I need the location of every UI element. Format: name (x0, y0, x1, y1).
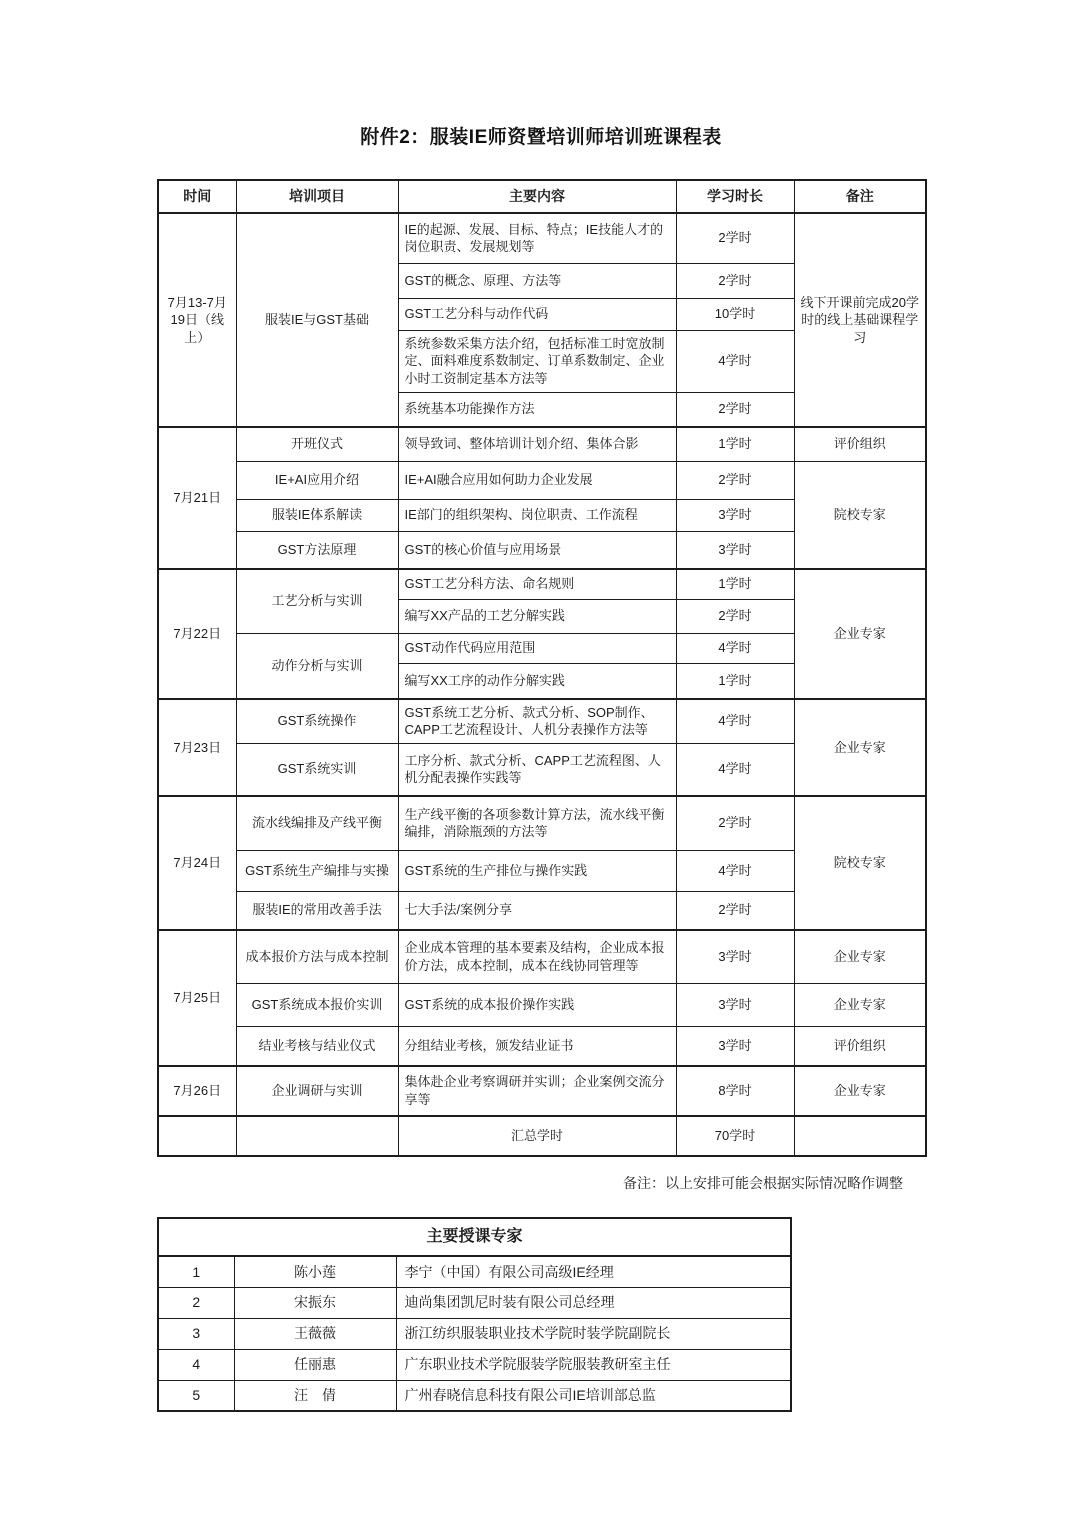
expert-name: 宋振东 (234, 1287, 396, 1318)
content-cell: 七大手法/案例分享 (398, 891, 676, 930)
content-cell: 生产线平衡的各项参数计算方法，流水线平衡编排，消除瓶颈的方法等 (398, 796, 676, 850)
project-cell: 动作分析与实训 (236, 633, 398, 699)
course-schedule-table (157, 179, 927, 1157)
expert-row (158, 1349, 791, 1380)
project-cell: GST系统实训 (236, 743, 398, 796)
duration-cell: 4学时 (676, 699, 794, 743)
expert-desc: 李宁（中国）有限公司高级IE经理 (396, 1256, 791, 1287)
content-cell: 系统参数采集方法介绍，包括标准工时宽放制定、面料难度系数制定、订单系数制定、企业小时工资制定基本方法等 (398, 330, 676, 392)
project-cell: 结业考核与结业仪式 (236, 1026, 398, 1066)
content-cell: GST系统的成本报价操作实践 (398, 983, 676, 1026)
duration-cell: 1学时 (676, 663, 794, 699)
expert-desc: 广州春晓信息科技有限公司IE培训部总监 (396, 1380, 791, 1411)
col-header-time: 时间 (158, 180, 236, 213)
experts-title-row (158, 1218, 791, 1256)
expert-desc: 广东职业技术学院服装学院服装教研室主任 (396, 1349, 791, 1380)
duration-cell: 3学时 (676, 930, 794, 983)
remark-cell: 企业专家 (794, 983, 926, 1026)
remark-cell: 企业专家 (794, 930, 926, 983)
schedule-row (158, 930, 926, 983)
content-cell: GST的概念、原理、方法等 (398, 263, 676, 298)
document-page (157, 0, 925, 1412)
content-cell: 工序分析、款式分析、CAPP工艺流程图、人机分配表操作实践等 (398, 743, 676, 796)
schedule-footnote: 备注：以上安排可能会根据实际情况略作调整 (623, 1175, 903, 1191)
expert-desc: 迪尚集团凯尼时装有限公司总经理 (396, 1287, 791, 1318)
col-header-remark: 备注 (794, 180, 926, 213)
project-cell: 开班仪式 (236, 427, 398, 461)
content-cell: 系统基本功能操作方法 (398, 392, 676, 427)
remark-cell: 院校专家 (794, 796, 926, 930)
schedule-row (158, 796, 926, 850)
experts-table (157, 1217, 792, 1412)
expert-row (158, 1256, 791, 1287)
expert-no: 4 (158, 1349, 234, 1380)
duration-cell: 8学时 (676, 1066, 794, 1116)
schedule-row (158, 699, 926, 743)
experts-table-title: 主要授课专家 (158, 1218, 791, 1256)
content-cell: GST动作代码应用范围 (398, 633, 676, 663)
col-header-project: 培训项目 (236, 180, 398, 213)
remark-cell: 企业专家 (794, 699, 926, 796)
content-cell: 编写XX工序的动作分解实践 (398, 663, 676, 699)
content-cell: 领导致词、整体培训计划介绍、集体合影 (398, 427, 676, 461)
remark-cell: 院校专家 (794, 461, 926, 569)
expert-no: 5 (158, 1380, 234, 1411)
content-cell: 编写XX产品的工艺分解实践 (398, 599, 676, 633)
total-value-cell: 70学时 (676, 1116, 794, 1156)
col-header-content: 主要内容 (398, 180, 676, 213)
expert-no: 3 (158, 1318, 234, 1349)
expert-name: 陈小莲 (234, 1256, 396, 1287)
project-cell: GST方法原理 (236, 531, 398, 569)
time-cell: 7月24日 (158, 796, 236, 930)
project-cell: 企业调研与实训 (236, 1066, 398, 1116)
duration-cell: 1学时 (676, 427, 794, 461)
remark-cell: 评价组织 (794, 427, 926, 461)
remark-cell: 企业专家 (794, 569, 926, 699)
schedule-row (158, 1066, 926, 1116)
total-label-cell: 汇总学时 (398, 1116, 676, 1156)
duration-cell: 3学时 (676, 531, 794, 569)
project-cell-empty (236, 1116, 398, 1156)
page-title: 附件2：服装IE师资暨培训师培训班课程表 (360, 127, 722, 148)
duration-cell: 2学时 (676, 891, 794, 930)
project-cell: 服装IE的常用改善手法 (236, 891, 398, 930)
schedule-header-row (158, 180, 926, 213)
expert-row (158, 1318, 791, 1349)
expert-name: 王薇薇 (234, 1318, 396, 1349)
expert-desc: 浙江纺织服装职业技术学院时装学院副院长 (396, 1318, 791, 1349)
content-cell: IE+AI融合应用如何助力企业发展 (398, 461, 676, 499)
project-cell: GST系统生产编排与实操 (236, 850, 398, 891)
duration-cell: 3学时 (676, 499, 794, 531)
project-cell: 工艺分析与实训 (236, 569, 398, 633)
project-cell: GST系统成本报价实训 (236, 983, 398, 1026)
expert-row (158, 1287, 791, 1318)
expert-no: 2 (158, 1287, 234, 1318)
remark-cell: 企业专家 (794, 1066, 926, 1116)
project-cell: 服装IE与GST基础 (236, 213, 398, 427)
schedule-total-row (158, 1116, 926, 1156)
duration-cell: 4学时 (676, 743, 794, 796)
expert-no: 1 (158, 1256, 234, 1287)
time-cell: 7月21日 (158, 427, 236, 569)
duration-cell: 4学时 (676, 850, 794, 891)
duration-cell: 3学时 (676, 1026, 794, 1066)
expert-row (158, 1380, 791, 1411)
duration-cell: 2学时 (676, 461, 794, 499)
schedule-row (158, 569, 926, 599)
duration-cell: 2学时 (676, 263, 794, 298)
time-cell: 7月22日 (158, 569, 236, 699)
time-cell: 7月26日 (158, 1066, 236, 1116)
duration-cell: 10学时 (676, 298, 794, 330)
project-cell: IE+AI应用介绍 (236, 461, 398, 499)
schedule-row (158, 1026, 926, 1066)
duration-cell: 2学时 (676, 392, 794, 427)
schedule-row (158, 461, 926, 499)
time-cell-empty (158, 1116, 236, 1156)
project-cell: GST系统操作 (236, 699, 398, 743)
remark-cell-empty (794, 1116, 926, 1156)
content-cell: GST系统的生产排位与操作实践 (398, 850, 676, 891)
content-cell: GST系统工艺分析、款式分析、SOP制作、CAPP工艺流程设计、人机分表操作方法等 (398, 699, 676, 743)
content-cell: IE部门的组织架构、岗位职责、工作流程 (398, 499, 676, 531)
content-cell: GST的核心价值与应用场景 (398, 531, 676, 569)
duration-cell: 1学时 (676, 569, 794, 599)
duration-cell: 4学时 (676, 633, 794, 663)
schedule-row (158, 213, 926, 263)
project-cell: 流水线编排及产线平衡 (236, 796, 398, 850)
content-cell: 分组结业考核，颁发结业证书 (398, 1026, 676, 1066)
expert-name: 任丽惠 (234, 1349, 396, 1380)
content-cell: 集体赴企业考察调研并实训；企业案例交流分享等 (398, 1066, 676, 1116)
expert-name: 汪 倩 (234, 1380, 396, 1411)
remark-cell: 线下开课前完成20学时的线上基础课程学习 (794, 213, 926, 427)
time-cell: 7月25日 (158, 930, 236, 1066)
schedule-row (158, 983, 926, 1026)
content-cell: GST工艺分科方法、命名规则 (398, 569, 676, 599)
col-header-duration: 学习时长 (676, 180, 794, 213)
schedule-row (158, 427, 926, 461)
duration-cell: 2学时 (676, 796, 794, 850)
content-cell: GST工艺分科与动作代码 (398, 298, 676, 330)
project-cell: 成本报价方法与成本控制 (236, 930, 398, 983)
content-cell: 企业成本管理的基本要素及结构，企业成本报价方法，成本控制，成本在线协同管理等 (398, 930, 676, 983)
project-cell: 服装IE体系解读 (236, 499, 398, 531)
duration-cell: 2学时 (676, 599, 794, 633)
time-cell: 7月23日 (158, 699, 236, 796)
duration-cell: 3学时 (676, 983, 794, 1026)
content-cell: IE的起源、发展、目标、特点；IE技能人才的岗位职责、发展规划等 (398, 213, 676, 263)
remark-cell: 评价组织 (794, 1026, 926, 1066)
duration-cell: 4学时 (676, 330, 794, 392)
duration-cell: 2学时 (676, 213, 794, 263)
time-cell: 7月13-7月19日（线上） (158, 213, 236, 427)
